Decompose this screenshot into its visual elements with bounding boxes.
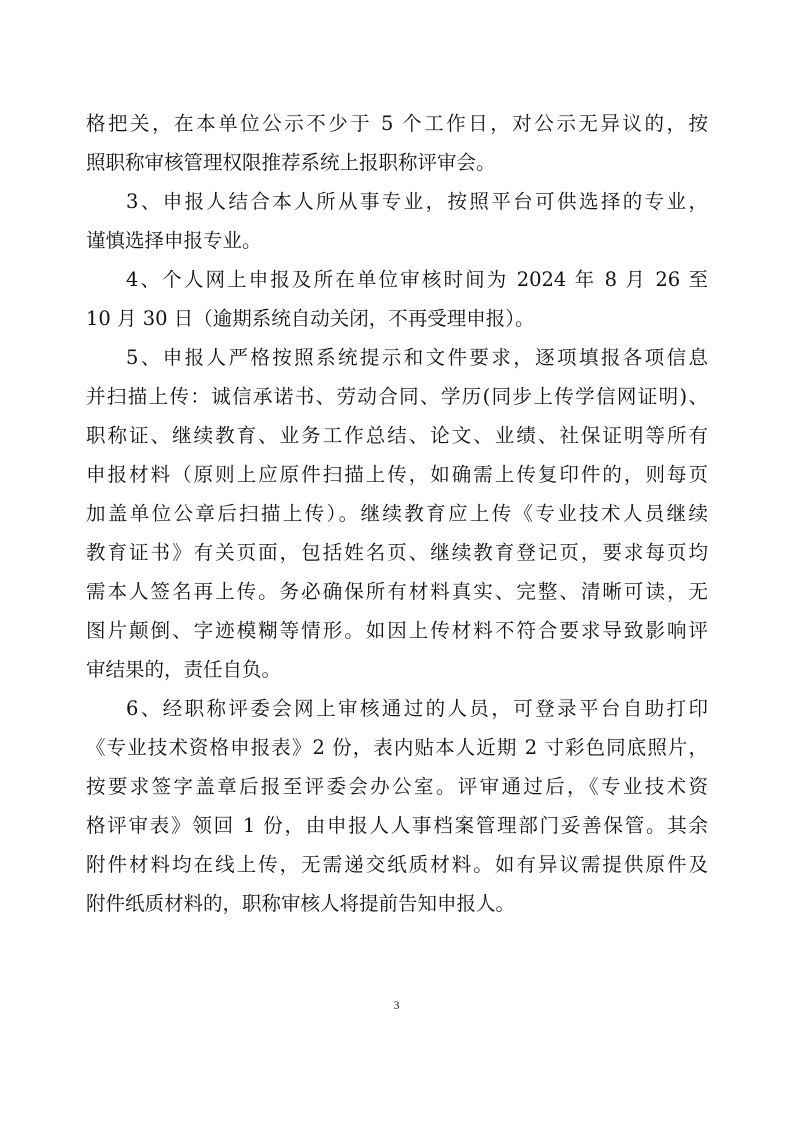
text-line: 申报材料（原则上应原件扫描上传，如确需上传复印件的，则每页 — [86, 463, 708, 486]
paragraph-item-4 — [86, 260, 708, 338]
text-line: 6、经职称评委会网上审核通过的人员，可登录平台自助打印 — [126, 697, 708, 720]
text-line: 图片颠倒、字迹模糊等情形。如因上传材料不符合要求导致影响评 — [86, 619, 708, 642]
paragraph-item-3 — [86, 182, 708, 260]
text-line: 格评审表》领回 1 份，由申报人人事档案管理部门妥善保管。其余 — [86, 814, 708, 837]
text-line: 10 月 30 日（逾期系统自动关闭，不再受理申报）。 — [86, 307, 535, 330]
text-line: 按要求签字盖章后报至评委会办公室。评审通过后，《专业技术资 — [86, 775, 708, 798]
text-line: 《专业技术资格申报表》2 份，表内贴本人近期 2 寸彩色同底照片， — [86, 736, 708, 759]
text-line: 附件材料均在线上传，无需递交纸质材料。如有异议需提供原件及 — [86, 853, 708, 876]
document-body — [86, 104, 708, 923]
text-line: 审结果的，责任自负。 — [86, 658, 282, 681]
text-line: 4、个人网上申报及所在单位审核时间为 2024 年 8 月 26 至 — [126, 268, 708, 291]
text-line: 职称证、继续教育、业务工作总结、论文、业绩、社保证明等所有 — [86, 424, 708, 447]
text-line: 附件纸质材料的，职称审核人将提前告知申报人。 — [86, 892, 516, 915]
page-number: 3 — [393, 998, 400, 1012]
text-line: 照职称审核管理权限推荐系统上报职称评审会。 — [86, 151, 496, 174]
paragraph-continued — [86, 104, 708, 182]
text-line: 谨慎选择申报专业。 — [86, 229, 262, 252]
paragraph-item-5 — [86, 338, 708, 689]
text-line: 3、申报人结合本人所从事专业，按照平台可供选择的专业， — [126, 190, 708, 213]
text-line: 格把关，在本单位公示不少于 5 个工作日，对公示无异议的，按 — [86, 112, 708, 135]
text-line: 加盖单位公章后扫描上传）。继续教育应上传《专业技术人员继续 — [86, 502, 708, 525]
text-line: 并扫描上传：诚信承诺书、劳动合同、学历(同步上传学信网证明)、 — [86, 385, 708, 408]
text-line: 5、申报人严格按照系统提示和文件要求，逐项填报各项信息 — [126, 346, 708, 369]
paragraph-item-6 — [86, 689, 708, 923]
text-line: 需本人签名再上传。务必确保所有材料真实、完整、清晰可读，无 — [86, 580, 708, 603]
text-line: 教育证书》有关页面，包括姓名页、继续教育登记页，要求每页均 — [86, 541, 708, 564]
